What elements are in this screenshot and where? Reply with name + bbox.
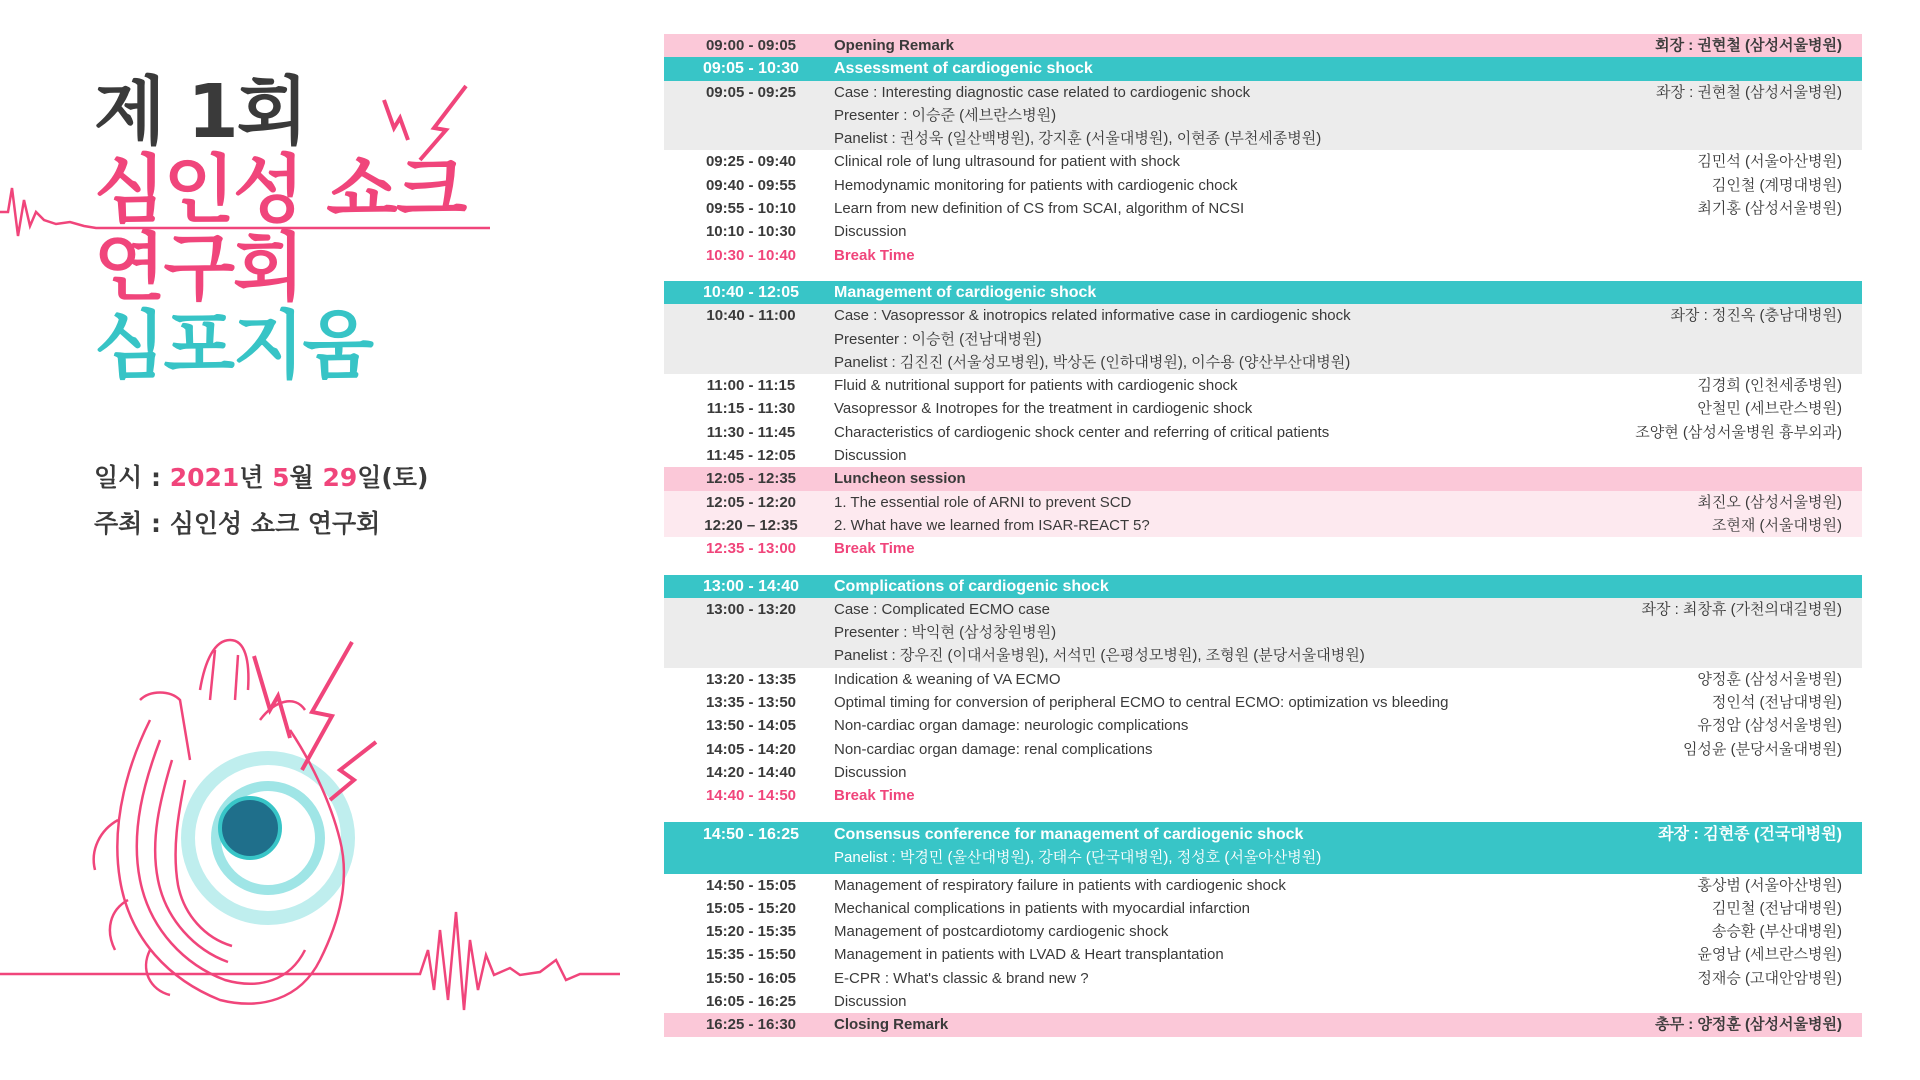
talk-row — [664, 444, 1862, 467]
case-row — [664, 304, 1862, 327]
case-presenter — [664, 104, 1862, 127]
talk-title: 2. What have we learned from ISAR-REACT 5? — [834, 516, 1150, 534]
speaker: 임성윤 (분당서울대병원) — [1682, 740, 1842, 758]
talk-title: Discussion — [834, 992, 907, 1010]
talk-row — [664, 397, 1862, 420]
row-title: Opening Remark — [834, 37, 955, 54]
case-title: Case : Interesting diagnostic case related to cardiogenic shock — [834, 83, 1251, 101]
talk-title: Non-cardiac organ damage: neurologic complications — [834, 717, 1189, 735]
talk-row — [664, 421, 1862, 444]
talk-row — [664, 943, 1862, 966]
talk-title: Vasopressor & Inotropes for the treatment in cardiogenic shock — [834, 400, 1253, 418]
spacer — [664, 561, 1862, 575]
session-time: 14:50 - 16:25 — [702, 825, 800, 843]
lightning-bolt-icon — [254, 656, 290, 738]
case-title: Case : Complicated ECMO case — [834, 600, 1050, 618]
date-day-unit: 일(토) — [357, 463, 429, 492]
row-chair: 좌장 : 정진옥 (충남대병원) — [1670, 307, 1842, 325]
session-panel: Panelist : 박경민 (울산대병원), 강태수 (단국대병원), 정성호 (서울아산병원) — [834, 848, 1322, 866]
talk-title: Non-cardiac organ damage: renal complications — [834, 740, 1153, 758]
speaker: 김민석 (서울아산병원) — [1697, 153, 1842, 171]
row-time: 09:00 - 09:05 — [705, 37, 797, 54]
case-presenter — [664, 328, 1862, 351]
case-presenter — [664, 621, 1862, 644]
lightning-bolt-icon — [302, 642, 352, 770]
session-title: Complications of cardiogenic shock — [834, 577, 1109, 595]
case-title: Case : Vasopressor & inotropics related informative case in cardiogenic shock — [834, 307, 1351, 325]
spacer — [664, 267, 1862, 281]
presenter-text: Presenter : 이승헌 (전남대병원) — [834, 330, 1042, 348]
session-time: 13:00 - 14:40 — [702, 577, 800, 595]
speaker: 송승환 (부산대병원) — [1711, 923, 1842, 941]
talk-title: Hemodynamic monitoring for patients with cardiogenic chock — [834, 176, 1238, 194]
row-time: 11:30 - 11:45 — [706, 423, 796, 441]
case-panel — [664, 127, 1862, 150]
event-date — [94, 458, 428, 494]
talk-title: Indication & weaning of VA ECMO — [834, 670, 1061, 688]
case-panel — [664, 351, 1862, 374]
luncheon-header — [664, 467, 1862, 490]
row-time: 15:05 - 15:20 — [705, 899, 797, 917]
row-time: 12:20 – 12:35 — [704, 516, 798, 534]
panelist-text: Panelist : 김진진 (서울성모병원), 박상돈 (인하대병원), 이수용 (양산부산대병원) — [834, 353, 1351, 371]
talk-row — [664, 920, 1862, 943]
date-year: 2021 — [169, 463, 240, 492]
talk-row — [664, 150, 1862, 173]
talk-title: 1. The essential role of ARNI to prevent SCD — [834, 493, 1132, 511]
row-time: 16:25 - 16:30 — [705, 1016, 797, 1034]
row-time: 09:25 - 09:40 — [705, 153, 797, 171]
case-block — [664, 81, 1862, 151]
date-label: 일시 : — [94, 463, 170, 492]
presenter-text: Presenter : 이승준 (세브란스병원) — [834, 106, 1057, 124]
session-title: Assessment of cardiogenic shock — [834, 60, 1093, 78]
row-time: 10:40 - 11:00 — [706, 307, 796, 325]
session-time: 10:40 - 12:05 — [702, 283, 800, 301]
row-time: 13:20 - 13:35 — [705, 670, 797, 688]
title-main-1: 심인성 쇼크 — [94, 147, 466, 233]
row-time: 13:50 - 14:05 — [705, 717, 797, 735]
schedule-table — [664, 34, 1862, 1037]
talk-title: Discussion — [834, 763, 907, 781]
talk-row — [664, 514, 1862, 537]
case-block — [664, 304, 1862, 374]
talk-row — [664, 174, 1862, 197]
closing-row — [664, 1013, 1862, 1036]
title-main-3: 심포지움 — [94, 303, 372, 389]
speaker: 최진오 (삼성서울병원) — [1697, 493, 1842, 511]
talk-row — [664, 197, 1862, 220]
talk-title: Optimal timing for conversion of peripheral ECMO to central ECMO: optimization vs bleeding — [834, 694, 1449, 712]
panelist-text: Panelist : 장우진 (이대서울병원), 서석민 (은평성모병원), 조형원 (분당서울대병원) — [834, 647, 1365, 665]
session-header — [664, 281, 1862, 304]
row-time: 13:00 - 13:20 — [705, 600, 797, 618]
row-time: 11:45 - 12:05 — [706, 447, 796, 465]
talk-title: Discussion — [834, 447, 907, 465]
session-header — [664, 575, 1862, 598]
date-day: 29 — [322, 463, 358, 492]
speaker: 조양현 (삼성서울병원 흉부외과) — [1635, 423, 1842, 441]
date-month: 5 — [272, 463, 290, 492]
speaker: 김인철 (계명대병원) — [1711, 176, 1842, 194]
break-row — [664, 244, 1862, 267]
title-main-2: 연구회 — [94, 225, 303, 311]
speaker: 정재승 (고대안암병원) — [1697, 969, 1842, 987]
row-chair: 총무 : 양정훈 (삼성서울병원) — [1655, 1016, 1842, 1034]
row-time: 09:55 - 10:10 — [705, 200, 797, 218]
talk-row — [664, 738, 1862, 761]
row-time: 13:35 - 13:50 — [705, 694, 797, 712]
case-row — [664, 81, 1862, 104]
row-title: Luncheon session — [834, 470, 966, 488]
case-row — [664, 598, 1862, 621]
event-host: 주최 : 심인성 쇼크 연구회 — [94, 509, 381, 538]
row-time: 11:15 - 11:30 — [706, 400, 796, 418]
talk-row — [664, 691, 1862, 714]
talk-row — [664, 761, 1862, 784]
speaker: 조현재 (서울대병원) — [1711, 516, 1842, 534]
row-time: 14:50 - 15:05 — [705, 876, 797, 894]
talk-row — [664, 874, 1862, 897]
break-title: Break Time — [834, 787, 915, 805]
panelist-text: Panelist : 권성욱 (일산백병원), 강지훈 (서울대병원), 이현종 (부천세종병원) — [834, 130, 1322, 148]
date-month-unit: 월 — [289, 463, 323, 492]
talk-title: Characteristics of cardiogenic shock center and referring of critical patients — [834, 423, 1330, 441]
talk-title: Management in patients with LVAD & Heart transplantation — [834, 946, 1224, 964]
row-time: 10:10 - 10:30 — [705, 223, 797, 241]
talk-title: Management of postcardiotomy cardiogenic shock — [834, 923, 1169, 941]
talk-title: Fluid & nutritional support for patients with cardiogenic shock — [834, 377, 1238, 395]
case-block — [664, 598, 1862, 668]
talk-row — [664, 714, 1862, 737]
row-time: 10:30 - 10:40 — [705, 246, 797, 264]
row-chair: 좌장 : 김현종 (건국대병원) — [1658, 825, 1842, 843]
row-chair: 회장 : 권현철 (삼성서울병원) — [1655, 37, 1842, 54]
row-chair: 좌장 : 최창휴 (가천의대길병원) — [1641, 600, 1842, 618]
row-time: 16:05 - 16:25 — [705, 992, 797, 1010]
date-year-unit: 년 — [239, 463, 273, 492]
title-panel — [0, 0, 640, 1080]
row-time: 15:50 - 16:05 — [705, 969, 797, 987]
session-title: Management of cardiogenic shock — [834, 283, 1097, 301]
talk-title: Management of respiratory failure in patients with cardiogenic shock — [834, 876, 1286, 894]
break-title: Break Time — [834, 540, 915, 558]
row-time: 12:35 - 13:00 — [705, 540, 797, 558]
talk-row — [664, 374, 1862, 397]
talk-row — [664, 220, 1862, 243]
talk-title: Discussion — [834, 223, 907, 241]
row-time: 12:05 - 12:35 — [705, 470, 797, 488]
talk-title: Learn from new definition of CS from SCAI, algorithm of NCSI — [834, 200, 1245, 218]
speaker: 최기홍 (삼성서울병원) — [1697, 200, 1842, 218]
talk-title: E-CPR : What's classic & brand new ? — [834, 969, 1089, 987]
session-time: 09:05 - 10:30 — [702, 60, 800, 78]
opening-row — [664, 34, 1862, 57]
speaker: 유정암 (삼성서울병원) — [1697, 717, 1842, 735]
row-time: 12:05 - 12:20 — [705, 493, 797, 511]
session-header — [664, 822, 1862, 874]
row-time: 14:20 - 14:40 — [705, 763, 797, 781]
row-time: 14:05 - 14:20 — [705, 740, 797, 758]
break-row — [664, 784, 1862, 807]
talk-row — [664, 967, 1862, 990]
lightning-bolt-icon — [384, 100, 408, 140]
break-title: Break Time — [834, 246, 915, 264]
spacer — [664, 808, 1862, 822]
title-edition: 제 1회 — [94, 69, 307, 155]
talk-row — [664, 990, 1862, 1013]
row-chair: 좌장 : 권현철 (삼성서울병원) — [1655, 83, 1842, 101]
speaker: 홍상범 (서울아산병원) — [1697, 876, 1842, 894]
talk-title: Clinical role of lung ultrasound for patient with shock — [834, 153, 1181, 171]
row-time: 14:40 - 14:50 — [705, 787, 797, 805]
speaker: 안철민 (세브란스병원) — [1697, 400, 1842, 418]
row-title: Closing Remark — [834, 1016, 949, 1034]
speaker: 김경희 (인천세종병원) — [1697, 377, 1842, 395]
row-time: 15:35 - 15:50 — [705, 946, 797, 964]
talk-row — [664, 668, 1862, 691]
speaker: 양정훈 (삼성서울병원) — [1697, 670, 1842, 688]
case-panel — [664, 644, 1862, 667]
row-time: 15:20 - 15:35 — [705, 923, 797, 941]
row-time: 11:00 - 11:15 — [706, 377, 796, 395]
row-time: 09:05 - 09:25 — [705, 83, 797, 101]
speaker: 정인석 (전남대병원) — [1711, 694, 1842, 712]
talk-row — [664, 491, 1862, 514]
row-time: 09:40 - 09:55 — [705, 176, 797, 194]
ecg-line-bottom — [0, 912, 620, 1010]
talk-row — [664, 897, 1862, 920]
presenter-text: Presenter : 박익현 (삼성창원병원) — [834, 624, 1057, 642]
talk-title: Mechanical complications in patients with myocardial infarction — [834, 899, 1251, 917]
session-title: Consensus conference for management of cardiogenic shock — [834, 825, 1304, 843]
speaker: 김민철 (전남대병원) — [1711, 899, 1842, 917]
session-header — [664, 57, 1862, 80]
speaker: 윤영남 (세브란스병원) — [1697, 946, 1842, 964]
break-row — [664, 537, 1862, 560]
